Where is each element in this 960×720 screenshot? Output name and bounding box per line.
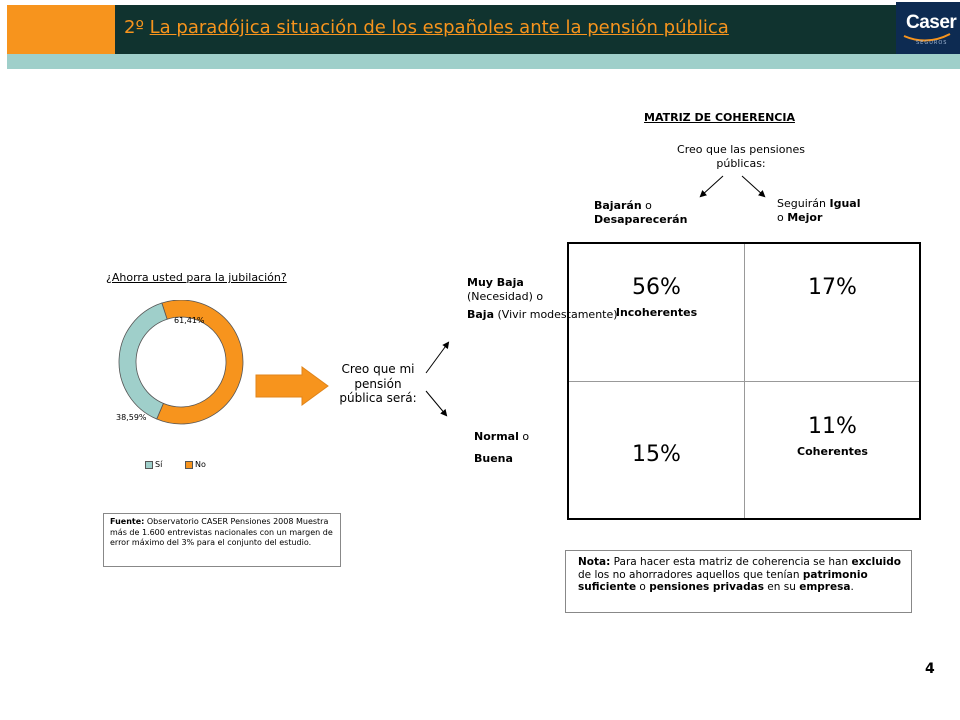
data-label-si: 38,59% — [116, 413, 147, 422]
legend-item-no — [185, 460, 206, 469]
cell-bottom-left — [569, 442, 744, 467]
bajaran-o: o — [641, 199, 652, 212]
legend-swatch-si — [145, 461, 153, 469]
muy-baja-sub: (Necesidad) o — [467, 289, 544, 303]
branch-arrows-icon — [420, 335, 460, 425]
cell-incoherentes — [569, 275, 744, 319]
column-header-seguiran — [777, 197, 861, 225]
page-title — [124, 17, 729, 38]
matrix-title: MATRIZ DE COHERENCIA — [644, 111, 795, 124]
source-note — [103, 513, 341, 567]
header-accent-block — [7, 5, 115, 54]
normal-label: Normal — [474, 430, 519, 443]
legend-label-no: No — [195, 460, 206, 469]
mejor-label: Mejor — [787, 211, 823, 224]
data-label-no: 61,41% — [174, 316, 205, 325]
caser-logo — [896, 2, 960, 54]
matrix-prompt: Creo que las pensiones públicas: — [677, 143, 805, 170]
buena-label: Buena — [474, 452, 513, 465]
option-normal — [474, 426, 529, 470]
normal-o: o — [518, 430, 530, 443]
cell-tr-value: 17% — [808, 275, 857, 300]
title-link[interactable]: La paradójica situación de los españoles ante la pensión pública — [149, 17, 729, 38]
right-arrow-icon — [255, 366, 330, 406]
cell-tl-value: 56% — [632, 275, 681, 300]
o-label: o — [777, 211, 788, 224]
header-strip — [7, 54, 960, 69]
note-text-3: o — [636, 581, 650, 593]
cell-bl-value: 15% — [632, 442, 681, 467]
baja-sub: (Vivir modestamente) — [494, 308, 618, 321]
note-bold-2: patrimonio suficiente — [578, 568, 868, 593]
legend-swatch-no — [185, 461, 193, 469]
legend-item-si — [145, 460, 162, 469]
legend-label-si: Sí — [155, 460, 163, 469]
source-text: Observatorio CASER Pensiones 2008 Muestra más de 1.600 entrevistas nacionales con un margen de error máximo del 3% para el conjunto del estudio. — [110, 517, 333, 547]
muy-baja-label: Muy Baja — [467, 276, 524, 289]
note-bold-3: pensiones privadas — [649, 581, 764, 593]
donut-slice-si — [119, 303, 167, 419]
desapareceran-label: Desaparecerán — [594, 213, 688, 226]
page-number: 4 — [925, 661, 935, 677]
baja-label: Baja — [467, 308, 495, 321]
column-header-bajaran — [594, 199, 687, 227]
cell-br-label: Coherentes — [797, 445, 868, 458]
matrix-branch-arrows-icon — [690, 172, 780, 202]
savings-question: ¿Ahorra usted para la jubilación? — [106, 271, 287, 284]
cell-br-value: 11% — [808, 414, 857, 439]
logo-subtext: SEGUROS — [916, 40, 948, 46]
donut-chart — [106, 300, 256, 450]
pension-prompt: Creo que mi pensión pública será: — [339, 362, 417, 405]
matrix-note — [565, 550, 912, 613]
cell-coherentes — [745, 414, 920, 458]
note-bold-4: empresa — [799, 581, 851, 593]
note-text-1: Para hacer esta matriz de coherencia se han — [610, 556, 852, 568]
note-bold-1: excluido — [851, 556, 902, 568]
bajaran-label: Bajarán — [594, 199, 642, 212]
note-text-4: en su — [763, 581, 800, 593]
title-prefix: 2º — [124, 17, 150, 38]
note-text-2: de los no ahorradores aquellos que tenían — [578, 568, 803, 581]
note-label: Nota: — [578, 556, 611, 568]
cell-top-right — [745, 275, 920, 300]
igual-label: Igual — [829, 197, 861, 210]
seguiran-label: Seguirán — [777, 197, 830, 210]
matrix-divider-horizontal — [569, 381, 919, 382]
source-label: Fuente: — [110, 517, 145, 526]
note-text-5: . — [850, 581, 854, 593]
cell-tl-label: Incoherentes — [615, 306, 698, 319]
logo-text: Caser — [906, 12, 957, 33]
